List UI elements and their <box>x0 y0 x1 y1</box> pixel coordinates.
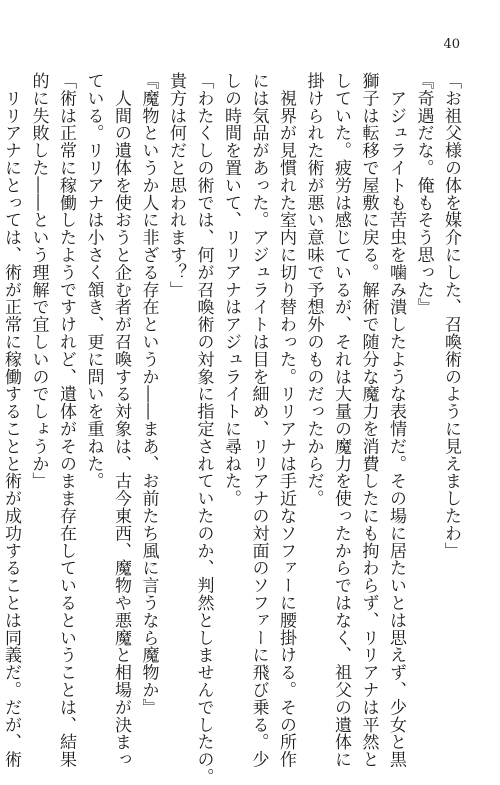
text-line: していた。疲労は感じているが、それは大量の魔力を使ったからではなく、祖父の遺体に <box>331 72 351 768</box>
body-text <box>1 72 464 785</box>
page-number: 40 <box>443 37 460 52</box>
text-line: 人間の遺体を使おうと企む者が召喚する対象は、古今東西、魔物や悪魔と相場が決まっ <box>111 72 131 768</box>
text-line: アジュライトも苦虫を噛み潰したような表情だ。その場に居たいとは思えず、少女と黒 <box>386 72 406 768</box>
text-line: 視界が見慣れた室内に切り替わった。リリアナは手近なソファーに腰掛ける。その所作 <box>276 72 296 768</box>
text-line: 「術は正常に稼働したようですけれど、遺体がそのまま存在しているということは、結果 <box>56 72 76 768</box>
text-line: 「お祖父様の体を媒介にした、召喚術のように見えましたわ」 <box>441 72 461 560</box>
text-line: 的に失敗した――という理解で宜しいのでしょうか」 <box>28 72 49 490</box>
text-line: 貴方は何だと思われます？」 <box>166 72 186 299</box>
text-line: 『奇遇だな。俺もそう思った』 <box>413 72 434 316</box>
text-line: リリアナにとっては、術が正常に稼働することと術が成功することは同義だ。だが、術 <box>1 72 21 768</box>
text-line: しの時間を置いて、リリアナはアジュライトに尋ねた。 <box>221 72 241 507</box>
text-line: 「わたくしの術では、何が召喚術の対象に指定されていたのか、判然としませんでしたの。 <box>193 72 214 785</box>
text-line: 掛けられた術が悪い意味で予想外のものだったからだ。 <box>303 72 324 507</box>
text-line: には気品があった。アジュライトは目を細め、リリアナの対面のソファーに飛び乗る。少 <box>248 72 269 768</box>
text-line: 『魔物というか人に非ざる存在というか――まあ、お前たち風に言うなら魔物か』 <box>138 72 159 716</box>
text-line: 獅子は転移で屋敷に戻る。解術で随分な魔力を消費したにも拘わらず、リリアナは平然と <box>358 72 379 768</box>
text-line: ている。リリアナは小さく頷き、更に問いを重ねた。 <box>83 72 104 490</box>
